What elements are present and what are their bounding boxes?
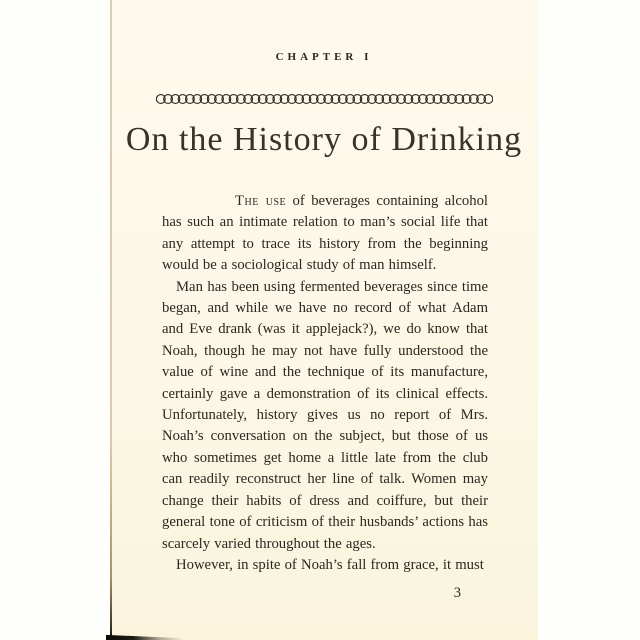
paragraph: However, in spite of Noah’s fall from grace, it must: [176, 556, 484, 573]
body-text: [110, 191, 538, 576]
coil-ornament-icon: [156, 93, 493, 105]
page-number: 3: [453, 585, 461, 602]
chapter-heading: CHAPTER I: [275, 51, 373, 63]
chapter-title: On the History of Drinking: [125, 121, 523, 158]
paragraph: Man has been using fermented beverages since time began, and while we have no record of what Adam and Eve drank (was it applejack?), we do know that Noah, though he may not have fully understood the value of wine and the technique of its manufacture, certainly gave a demonstration of its clinical effects. Unfortunately, history gives us no report of Mrs. Noah’s conversation on the subject, but those of us who sometimes get home a little late from the club can readily reconstruct her line of talk. Women may change their habits of dress and coiffure, but their general tone of criticism of their husbands’ actions has scarcely varied throughout the ages.: [162, 278, 488, 552]
ornament-row: [110, 93, 538, 105]
paragraph: [162, 191, 488, 277]
paragraph-text: of beverages containing alcohol has such an intimate relation to man’s social life that any attempt to trace its history from the beginning would be a sociological study of man himself.: [162, 193, 488, 274]
page-edge: [110, 0, 112, 640]
book-page: [110, 0, 538, 640]
lead-smallcaps: The use: [235, 193, 287, 209]
page-bottom-shadow: [106, 634, 184, 640]
